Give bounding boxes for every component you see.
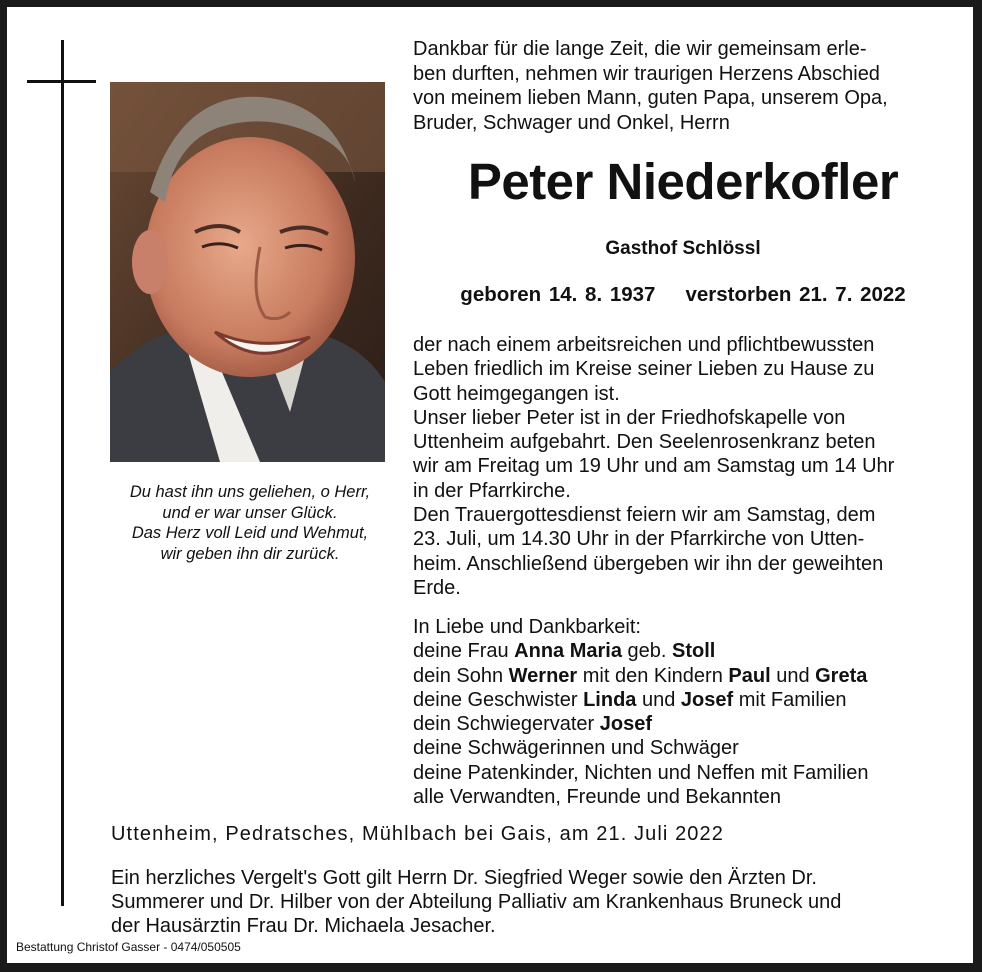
- body-text: [413, 333, 953, 600]
- signature-line: [413, 639, 953, 663]
- body-line: Unser lieber Peter ist in der Friedhofskapelle von: [413, 406, 846, 429]
- sig-name: Greta: [815, 664, 868, 687]
- intro-line: Dankbar für die lange Zeit, die wir gemeinsam erle-: [413, 38, 867, 60]
- intro-text: [413, 37, 953, 135]
- sig-text: deine Geschwister: [413, 688, 584, 711]
- sig-text: geb.: [621, 640, 673, 663]
- verse-line: Das Herz voll Leid und Wehmut,: [131, 524, 369, 542]
- death-date: verstorben 21. 7. 2022: [685, 283, 906, 306]
- signature-line: [413, 688, 953, 712]
- sig-text: dein Sohn: [413, 664, 509, 687]
- sig-name: Paul: [728, 664, 771, 687]
- body-line: Gott heimgegangen ist.: [413, 382, 620, 405]
- sig-text: und: [636, 688, 681, 711]
- life-dates: [413, 283, 953, 307]
- sig-name: Werner: [508, 664, 578, 687]
- verse-line: wir geben ihn dir zurück.: [160, 544, 340, 563]
- signature-heading: In Liebe und Dankbarkeit:: [413, 616, 641, 638]
- verse-line: Du hast ihn uns geliehen, o Herr,: [129, 483, 371, 501]
- portrait-photo: [110, 82, 385, 462]
- verse: [100, 482, 400, 564]
- birth-date: geboren 14. 8. 1937: [460, 283, 656, 306]
- sig-text: und: [770, 664, 816, 687]
- sig-text: deine Frau: [413, 640, 515, 663]
- sig-name: Josef: [599, 713, 653, 736]
- signature-line: deine Patenkinder, Nichten und Neffen mit Familien: [413, 761, 869, 784]
- intro-line: Bruder, Schwager und Onkel, Herrn: [413, 111, 730, 134]
- body-line: der nach einem arbeitsreichen und pflichtbewussten: [413, 334, 875, 356]
- body-line: in der Pfarrkirche.: [413, 479, 571, 502]
- signature-line: alle Verwandten, Freunde und Bekannten: [413, 786, 782, 809]
- body-line: Uttenheim aufgebahrt. Den Seelenrosenkranz beten: [413, 431, 876, 454]
- sig-name: Stoll: [672, 640, 716, 663]
- sig-text: mit den Kindern: [577, 664, 729, 687]
- body-line: Den Trauergottesdienst feiern wir am Samstag, dem: [413, 504, 876, 527]
- intro-line: ben durften, nehmen wir traurigen Herzens Abschied: [413, 62, 880, 85]
- sig-name: Linda: [583, 688, 637, 711]
- sig-name: Josef: [680, 688, 734, 711]
- signature-line: deine Schwägerinnen und Schwäger: [413, 737, 739, 760]
- cross-icon-bar: [27, 80, 96, 83]
- signature-line: [413, 712, 953, 736]
- thanks-text: [111, 866, 961, 938]
- funeral-home-footer: Bestattung Christof Gasser - 0474/050505: [16, 940, 241, 954]
- verse-line: und er war unser Glück.: [162, 503, 338, 522]
- thanks-line: Summerer und Dr. Hilber von der Abteilung Palliativ am Krankenhaus Bruneck und: [111, 891, 842, 913]
- sig-text: dein Schwiegervater: [413, 713, 600, 736]
- thanks-line: Ein herzliches Vergelt's Gott gilt Herrn Dr. Siegfried Weger sowie den Ärzten Dr.: [111, 867, 817, 889]
- sig-name: Anna Maria: [514, 640, 622, 663]
- signature-line: [413, 664, 953, 688]
- body-line: heim. Anschließend übergeben wir ihn der geweihten: [413, 552, 884, 575]
- place-date: Uttenheim, Pedratsches, Mühlbach bei Gais, am 21. Juli 2022: [111, 823, 724, 845]
- sig-text: mit Familien: [733, 688, 847, 711]
- business-name: Gasthof Schlössl: [605, 238, 761, 259]
- body-line: wir am Freitag um 19 Uhr und am Samstag um 14 Uhr: [413, 455, 895, 478]
- deceased-name: Peter Niederkofler: [467, 153, 899, 210]
- intro-line: von meinem lieben Mann, guten Papa, unserem Opa,: [413, 87, 888, 109]
- body-line: Erde.: [413, 576, 461, 599]
- cross-icon: [61, 40, 64, 906]
- body-line: Leben friedlich im Kreise seiner Lieben zu Hause zu: [413, 358, 875, 381]
- signature-block: [413, 615, 953, 809]
- body-line: 23. Juli, um 14.30 Uhr in der Pfarrkirche von Utten-: [413, 528, 865, 551]
- thanks-line: der Hausärztin Frau Dr. Michaela Jesacher.: [111, 915, 496, 937]
